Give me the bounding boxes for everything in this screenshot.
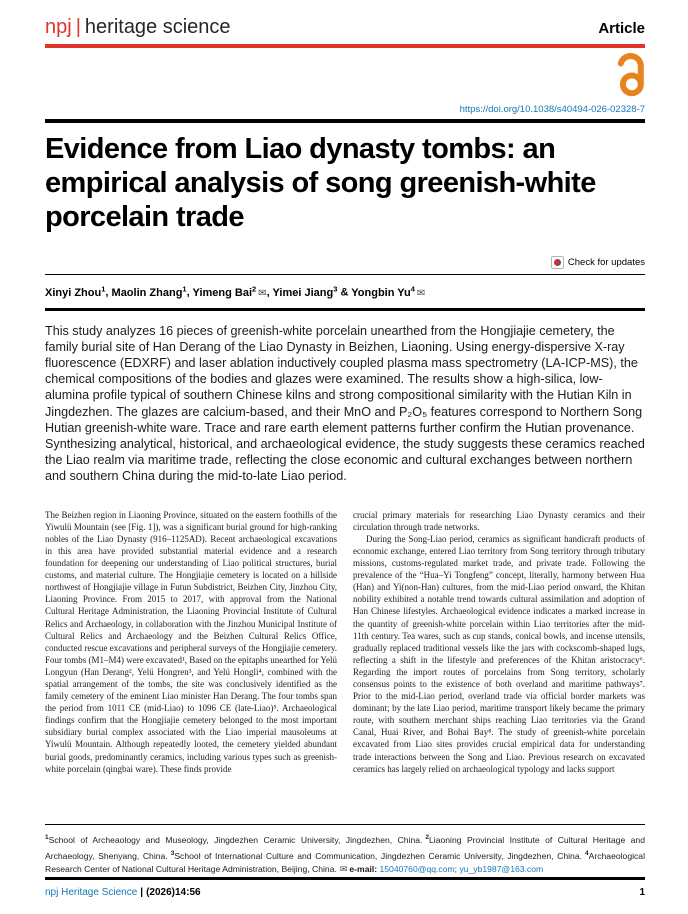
doi-link[interactable]: https://doi.org/10.1038/s40494-026-02328-7 [459, 104, 645, 115]
footer-volume: (2026)14:56 [146, 886, 201, 898]
body-paragraph: During the Song-Liao period, ceramics as significant handicraft products of economic exchange, entered Liao territory from Song territory through tributary missions, customs-regulated market trade, and private trade. Following the prevalence of the “Hua–Yi Tongfeng” concept, literally, harmony between Hua (Han) and Yi(non-Han) cultures, from the mid-Liao period onward, the Khitan nobility exhibited a notable trend towards cultural assimilation and adoption of Han Chinese lifestyles. Archaeological evidence indicates a marked increase in the quantity of greenish-white porcelain within Liao territories after the mid-11th century. Tea wares, such as cup stands, conical bowls, and incense utensils, gradually replaced traditional vessels like the jars with cockscomb-shaped lugs, reflecting a shift in the lifestyle and preferences of the Khitan aristocracy⁶. Regarding the import routes of porcelains from Song territory, scholarly consensus points to the existence of both overland and maritime pathways⁷. Prior to the mid-Liao period, overland trade via official border markets was dominant; by the late Liao period, maritime transport likely became the primary route, with southern merchant ships reaching Liao territories via the Grand Canal, Huai River, and Bohai Bay⁸. The study of greenish-white porcelain excavated from Liao sites provides crucial empirical data for understanding trade interactions between the Song and Liao. Previous research on excavated ceramics has largely relied on archaeological typology and lacks support [353, 533, 645, 774]
affiliation-marker: 4 [585, 849, 589, 857]
footer-journal-link[interactable]: npj Heritage Science [45, 886, 138, 898]
affiliation-text: School of Archeaology and Museology, Jingdezhen Ceramic University, Jingdezhen, China. [48, 834, 423, 845]
footer-rule [45, 877, 645, 880]
doi-row [45, 104, 645, 115]
journal-header [45, 16, 645, 39]
affiliation [45, 835, 425, 845]
author[interactable] [192, 284, 267, 299]
author-list [45, 284, 645, 299]
author-affiliation-marker: 2 [252, 284, 257, 293]
journal-name: heritage science [84, 16, 231, 38]
affiliation-marker: 1 [45, 834, 49, 841]
author-affiliation-marker: 1 [182, 284, 187, 293]
author-separator: , [186, 286, 193, 299]
open-access-icon [614, 52, 648, 98]
author-name: Xinyi Zhou [45, 286, 102, 299]
journal-prefix: npj [45, 16, 72, 38]
crossmark-icon [551, 256, 564, 269]
email-link[interactable]: yu_yb1987@163.com [459, 863, 544, 874]
left-column [45, 509, 337, 775]
title-rule [45, 119, 645, 123]
email-label: e-mail: [349, 863, 378, 874]
author-separator: , [105, 286, 112, 299]
author-name: Yimei Jiang [272, 286, 334, 299]
author[interactable] [272, 284, 338, 299]
author-affiliation-marker: 1 [101, 284, 106, 293]
journal-logo[interactable] [45, 16, 231, 39]
author-separator: & [337, 286, 352, 299]
check-updates-badge[interactable]: Check for updates [567, 256, 645, 268]
footer-row [45, 887, 645, 898]
journal-logo-separator: | [75, 16, 81, 38]
author-name: Yimeng Bai [192, 286, 253, 299]
article-title: Evidence from Liao dynasty tombs: an empirical analysis of song greenish-white porcelain trade [45, 132, 596, 233]
email-icon: ✉ [339, 863, 348, 874]
author-affiliation-marker: 3 [333, 284, 338, 293]
affiliation-marker: 2 [425, 834, 430, 841]
author-affiliation-marker: 4 [410, 284, 415, 293]
author-name: Maolin Zhang [111, 286, 183, 299]
page-number: 1 [639, 886, 645, 898]
email-link[interactable]: 15040760@qq.com [379, 863, 455, 874]
check-updates-row [45, 256, 645, 269]
abstract-top-rule [45, 308, 645, 311]
author-name: Yongbin Yu [351, 286, 411, 299]
email-icon: ✉ [258, 287, 267, 299]
right-column [353, 509, 645, 775]
footer-citation [45, 887, 201, 898]
author[interactable] [351, 284, 426, 299]
affiliation-text: School of International Culture and Communication, Jingdezhen Ceramic University, Jingdezhen, China. [174, 850, 582, 861]
body-paragraph: The Beizhen region in Liaoning Province, situated on the eastern foothills of the Yiwulü Mountain (see [Fig. 1]), was a significant burial ground for high-ranking nobles of the Liao Dynasty (916–1125AD). Recent archaeological excavations in this area have provided substantial material evidence and a research foundation for deepening our understanding of Liao political structures, burial customs, and material culture. The Hongjiajie cemetery is located on a hillside northwest of Hongjiajie village in Futun Subdistrict, Beizhen City, Jinzhou City, Liaoning Province. From 2015 to 2017, with approval from the National Cultural Heritage Administration, the Liaoning Provincial Institute of Cultural Relics and Archaeology, in collaboration with the Jinzhou Municipal Institute of Cultural Relics and Archaeology and the Beizhen Cultural Relics Office, conducted rescue excavations and peripheral surveys of the Hongjiajie cemetery. Four tombs (M1–M4) were excavated¹, Based on the epitaphs unearthed for Yelü Longyun (Han Derang², Yelü Hongren³, and Yelü Hongli⁴, combined with the spatial arrangement of the tombs, the site was conclusively identified as the family cemetery of the eminent Liao minister Han Derang. The four tombs span the period from 1011 CE (mid-Liao) to 1096 CE (late-Liao)⁵. Archaeological findings confirm that the Hongjiajie cemetery belonged to the most important subsidiary burial complex associated with the Liao imperial mausoleums at Yiwulü Mountain. Although repeatedly looted, the cemetery yielded abundant burial goods, predominantly ceramics, including various types such as greenish-white porcelain (qingbai ware). These finds provide [45, 509, 337, 774]
authors-top-rule [45, 274, 645, 276]
abstract-text: This study analyzes 16 pieces of greenish-white porcelain unearthed from the Hongjiajie cemetery, the family burial site of Han Derang of the Liao Dynasty in Beizhen, Liaoning. Using energy-dispersive X-ray fluorescence (EDXRF) and laser ablation inductively coupled plasma mass spectrometry (LA-ICP-MS), the chemical compositions of the bodies and glazes were examined. The results show a high-silica, low-alumina profile typical of southern Chinese kilns and strong compositional similarity with the Hutian Kiln in Jingdezhen. The glazes are calcium-based, and their MnO and P₂O₅ features correspond to Northern Song Hutian greenish-white ware. Trace and rare earth element patterns further confirm the Hutian provenance. Synthesizing analytical, historical, and archaeological evidence, the study suggests these ceramics reached the Liao realm via maritime trade, reflecting the close economic and cultural exchanges between northern and southern China during the mid-to-late Liao period. [45, 323, 645, 484]
affiliation-marker: 3 [170, 849, 175, 857]
body-columns [45, 509, 645, 775]
affiliation-text: Archaeological Research Center of National Cultural Heritage Administration, Beijing, China. [45, 850, 645, 874]
affiliation [171, 851, 585, 861]
article-type-label: Article [598, 20, 645, 37]
author[interactable] [45, 284, 106, 299]
footnote-rule [45, 824, 645, 825]
email-separator: ; [454, 863, 460, 874]
author-separator: , [266, 286, 273, 299]
footer-block [45, 877, 645, 898]
affiliation-text: Liaoning Provincial Institute of Cultural Heritage and Archaeology, Shenyang, China. [45, 834, 645, 861]
brand-rule [45, 44, 645, 48]
footer-separator: | [140, 886, 144, 898]
body-paragraph: crucial primary materials for researching Liao Dynasty ceramics and their circulation through trade networks. [353, 509, 645, 532]
email-icon: ✉ [416, 287, 426, 299]
footnote-block [45, 824, 645, 884]
affiliations [45, 831, 645, 876]
author[interactable] [111, 284, 187, 299]
